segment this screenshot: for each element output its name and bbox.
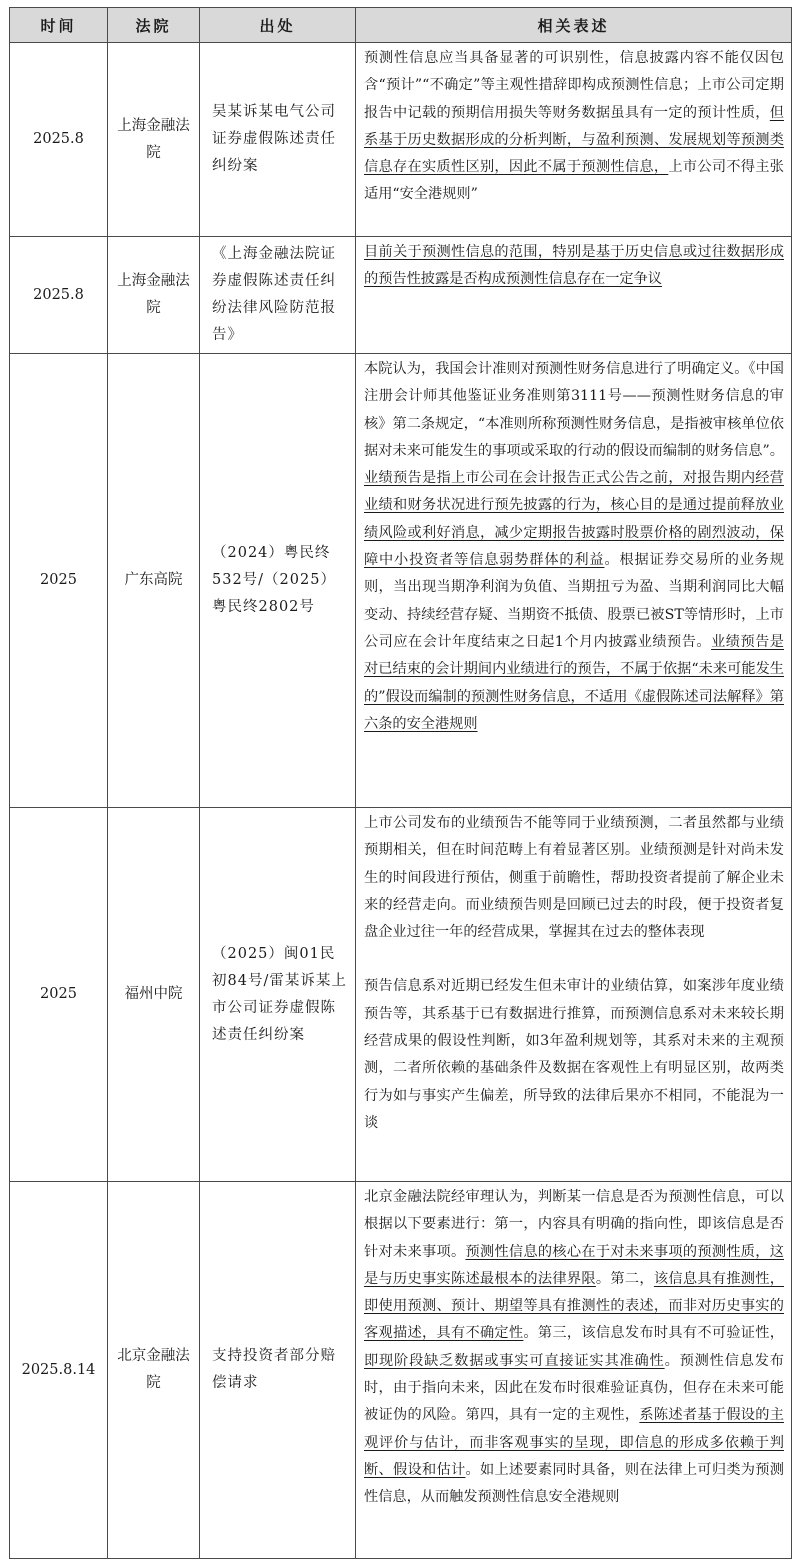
- statement-text: 预测性信息应当具备显著的可识别性，信息披露内容不能仅因包含“预计”“不确定”等主观性措辞即构成预测性信息；上市公司定期报告中记载的预期信用损失等财务数据虽具有一定的预计性质，: [364, 50, 784, 121]
- statement-cell: [356, 237, 792, 354]
- underlined-statement: 但系基于历史数据形成的分析判断，与盈利预测、发展规划等预测类信息存在实质性区别，因此不属于预测性信息，: [364, 104, 784, 176]
- underlined-statement: 即现阶段缺乏数据或事实可直接证实其准确性: [364, 1352, 665, 1369]
- time-cell: 2025: [10, 808, 108, 1182]
- time-cell: 2025.8.14: [10, 1182, 108, 1559]
- header-source: 出处: [200, 8, 356, 43]
- statement-text: 上市公司不得主张适用“安全港规则”: [364, 159, 784, 203]
- statement-cell: [356, 354, 792, 808]
- underlined-statement: 系陈述者基于假设的主观评价与估计，而非客观事实的呈现，即信息的形成多依赖于判断、假设和估计: [364, 1407, 784, 1478]
- court-cell: 北京金融法院: [108, 1182, 200, 1559]
- court-cell: 广东高院: [108, 354, 200, 808]
- table-row: [10, 808, 792, 1182]
- underlined-statement: 业绩预告是指上市公司在会计报告正式公告之前，对报告期内经营业绩和财务状况进行预先披露的行为，核心目的是通过提前释放业绩风险或利好消息，减少定期报告披露时股票价格的剧烈波动，保障中小投资者等信息弱势群体的利益: [364, 470, 784, 569]
- court-cell: 上海金融法院: [108, 237, 200, 354]
- time-cell: 2025: [10, 354, 108, 808]
- statement-cell: [356, 1182, 792, 1559]
- statement-text: 。根据证券交易所的业务规则，当出现当期净利润为负值、当期扭亏为盈、当期利润同比大幅变动、持续经营存疑、当期资不抵债、股票已被ST等情形时，上市公司应在会计年度结束之日起1个月内披露业绩预告。: [364, 552, 784, 650]
- header-court: 法院: [108, 8, 200, 43]
- statement-paragraph: 预告信息系对近期已经发生但未审计的业绩估算，如案涉年度业绩预告等，其系基于已有数据进行推算，而预测信息系对未来较长期经营成果的假设性判断，如3年盈利规划等，其系对未来的主观预测，二者所依赖的基础条件及数据在客观性上有明显区别，故两类行为如与事实产生偏差，所导致的法律后果亦不相同，不能混为一谈: [364, 978, 784, 1131]
- statement-paragraph: 上市公司发布的业绩预告不能等同于业绩预测，二者虽然都与业绩预期相关，但在时间范畴上有着显著区别。业绩预测是针对尚未发生的时间段进行预估，侧重于前瞻性，帮助投资者提前了解企业未来的经营走向。而业绩预告则是回顾已过去的时段，便于投资者复盘企业过往一年的经营成果，掌握其在过去的整体表现: [364, 815, 784, 941]
- comparison-table: [9, 7, 792, 1559]
- table-row: [10, 1182, 792, 1559]
- statement-text: 。第三，该信息发布时具有不可验证性，: [523, 1325, 784, 1342]
- time-cell: 2025.8: [10, 237, 108, 354]
- source-cell: 《上海金融法院证券虚假陈述责任纠纷法律风险防范报告》: [200, 237, 356, 354]
- statement-text: 北京金融法院经审理认为，判断某一信息是否为预测性信息，可以根据以下要素进行：第一，内容具有明确的指向性，即该信息是否针对未来事项。: [364, 1189, 784, 1260]
- statement-text: 本院认为，我国会计准则对预测性财务信息进行了明确定义。《中国注册会计师其他鉴证业务准则第3111号——预测性财务信息的审核》第二条规定，“本准则所称预测性财务信息，是指被审核单位依据对未来可能发生的事项或采取的行动的假设而编制的财务信息”。: [364, 361, 784, 459]
- underlined-statement: 业绩预告是对已结束的会计期间内业绩进行的预告，不属于依据“未来可能发生的”假设而编制的预测性财务信息，不适用《虚假陈述司法解释》第六条的安全港规则: [364, 633, 784, 732]
- paragraph-gap: [364, 946, 784, 973]
- table-row: [10, 43, 792, 237]
- source-cell: 支持投资者部分赔偿请求: [200, 1182, 356, 1559]
- source-cell: （2024）粤民终532号/（2025）粤民终2802号: [200, 354, 356, 808]
- court-cell: 上海金融法院: [108, 43, 200, 237]
- time-cell: 2025.8: [10, 43, 108, 237]
- header-row: [10, 8, 792, 43]
- statement-text: 。如上述要素同时具备，则在法律上可归类为预测性信息，从而触发预测性信息安全港规则: [364, 1461, 784, 1506]
- underlined-statement: 预测性信息的核心在于对未来事项的预测性质，这是与历史事实陈述最根本的法律界限: [364, 1243, 784, 1287]
- table-row: [10, 354, 792, 808]
- statement-text: 。预测性信息发布时，由于指向未来，因此在发布时很难验证真伪，但存在未来可能被证伪的风险。第四，具有一定的主观性，: [364, 1352, 784, 1424]
- source-cell: （2025）闽01民初84号/雷某诉某上市公司证券虚假陈述责任纠纷案: [200, 808, 356, 1182]
- underlined-statement: 目前关于预测性信息的范围，特别是基于历史信息或过往数据形成的预告性披露是否构成预测性信息存在一定争议: [364, 244, 784, 288]
- court-cell: 福州中院: [108, 808, 200, 1182]
- statement-text: 。第二，: [595, 1270, 654, 1287]
- statement-cell: [356, 43, 792, 237]
- header-statement: 相关表述: [356, 8, 792, 43]
- header-time: 时间: [10, 8, 108, 43]
- table-row: [10, 237, 792, 354]
- underlined-statement: 该信息具有推测性，即使用预测、预计、期望等具有推测性的表述，而非对历史事实的客观描述，具有不确定性: [364, 1270, 784, 1342]
- source-cell: 吴某诉某电气公司证券虚假陈述责任纠纷案: [200, 43, 356, 237]
- statement-cell: [356, 808, 792, 1182]
